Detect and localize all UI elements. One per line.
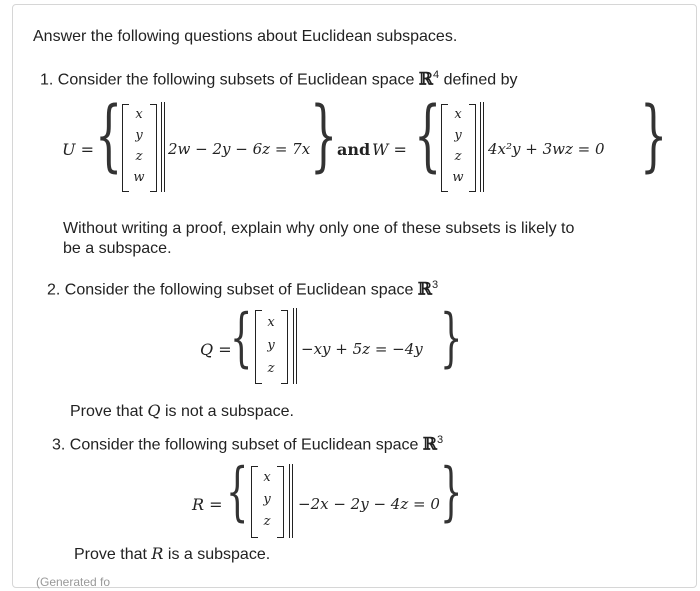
Q-vector-entry: y — [267, 338, 275, 353]
Q-close-brace: } — [440, 301, 463, 375]
q1-space-symbol: ℝ — [418, 69, 434, 90]
U-label: U = — [62, 140, 94, 159]
R-vector-entry: z — [263, 514, 271, 529]
Q-open-brace: { — [230, 301, 253, 375]
q3-intro: Consider the following subset of Euclidean space — [69, 436, 419, 454]
q2-prove-prefix: Prove that — [70, 403, 143, 420]
Q-condition: −xy + 5z = −4y — [301, 340, 423, 358]
R-vector — [257, 467, 277, 533]
Q-vector-entry: z — [267, 361, 275, 376]
R-vector-entry: x — [263, 470, 271, 485]
U-vector-entry: x — [135, 107, 143, 122]
Q-separator-bar-1 — [293, 308, 294, 384]
q2-space-exponent: 3 — [432, 279, 439, 291]
q1-intro-end: defined by — [443, 71, 518, 89]
q2-text — [47, 275, 438, 300]
and-label: and — [337, 140, 371, 159]
q2-space-symbol: ℝ — [417, 279, 433, 300]
q3-prove-suffix: is a subspace. — [167, 546, 271, 563]
W-close-brace: } — [640, 91, 668, 181]
W-vector-entry: x — [454, 107, 462, 122]
q3-space-exponent: 3 — [437, 434, 444, 446]
W-vector — [447, 104, 469, 188]
U-close-brace: } — [310, 91, 338, 181]
Q-vector-entry: x — [267, 315, 275, 330]
R-separator-bar-2 — [292, 464, 293, 538]
W-separator-bar-2 — [483, 102, 484, 192]
U-condition: 2w − 2y − 6z = 7x — [168, 140, 311, 158]
Q-label: Q = — [200, 340, 232, 359]
R-open-brace: { — [226, 455, 249, 529]
q2-number: 2. — [47, 281, 61, 299]
W-vector-entry: y — [454, 128, 462, 143]
W-vector-entry: w — [452, 170, 464, 185]
U-vector-entry: y — [135, 128, 143, 143]
q3-text — [52, 430, 443, 455]
q1-instruction-line2: be a subspace. — [63, 240, 172, 257]
q2-intro: Consider the following subset of Euclidean space — [64, 281, 414, 299]
W-separator-bar-1 — [480, 102, 481, 192]
R-label: R = — [192, 495, 223, 514]
U-separator-bar-1 — [161, 102, 162, 192]
U-separator-bar-2 — [164, 102, 165, 192]
W-condition: 4x²y + 3wz = 0 — [488, 140, 605, 158]
U-vector-entry: z — [135, 149, 143, 164]
R-condition: −2x − 2y − 4z = 0 — [298, 495, 440, 513]
q2-prove-suffix: is not a subspace. — [164, 403, 294, 420]
q3-space-symbol: ℝ — [422, 434, 438, 455]
R-right-bracket — [277, 466, 284, 538]
q1-number: 1. — [40, 71, 54, 89]
q3-prove-prefix: Prove that — [74, 546, 147, 563]
q1-text — [40, 65, 517, 90]
W-vector-entry: z — [454, 149, 462, 164]
Q-separator-bar-2 — [296, 308, 297, 384]
q2-prove-variable: Q — [147, 401, 161, 420]
U-right-bracket — [150, 104, 157, 192]
R-close-brace: } — [440, 455, 463, 529]
Q-vector — [261, 311, 281, 380]
Q-right-bracket — [281, 310, 288, 384]
q3-number: 3. — [52, 436, 66, 454]
q2-prove-statement — [70, 401, 294, 422]
q1-intro: Consider the following subsets of Euclidean space — [57, 71, 415, 89]
q1-instruction-line1: Without writing a proof, explain why only one of these subsets is likely to — [63, 220, 575, 237]
q3-prove-statement — [74, 544, 270, 565]
page-heading: Answer the following questions about Euclidean subspaces. — [33, 28, 458, 45]
q3-prove-variable: R — [151, 544, 164, 563]
q1-space-exponent: 4 — [433, 69, 440, 81]
W-label: W = — [372, 140, 407, 159]
footer-fragment: (Generated fo — [36, 575, 111, 589]
W-open-brace: { — [414, 91, 442, 181]
R-vector-entry: y — [263, 492, 271, 507]
U-vector — [128, 104, 150, 188]
W-right-bracket — [469, 104, 476, 192]
U-open-brace: { — [95, 91, 123, 181]
R-separator-bar-1 — [289, 464, 290, 538]
U-vector-entry: w — [133, 170, 145, 185]
